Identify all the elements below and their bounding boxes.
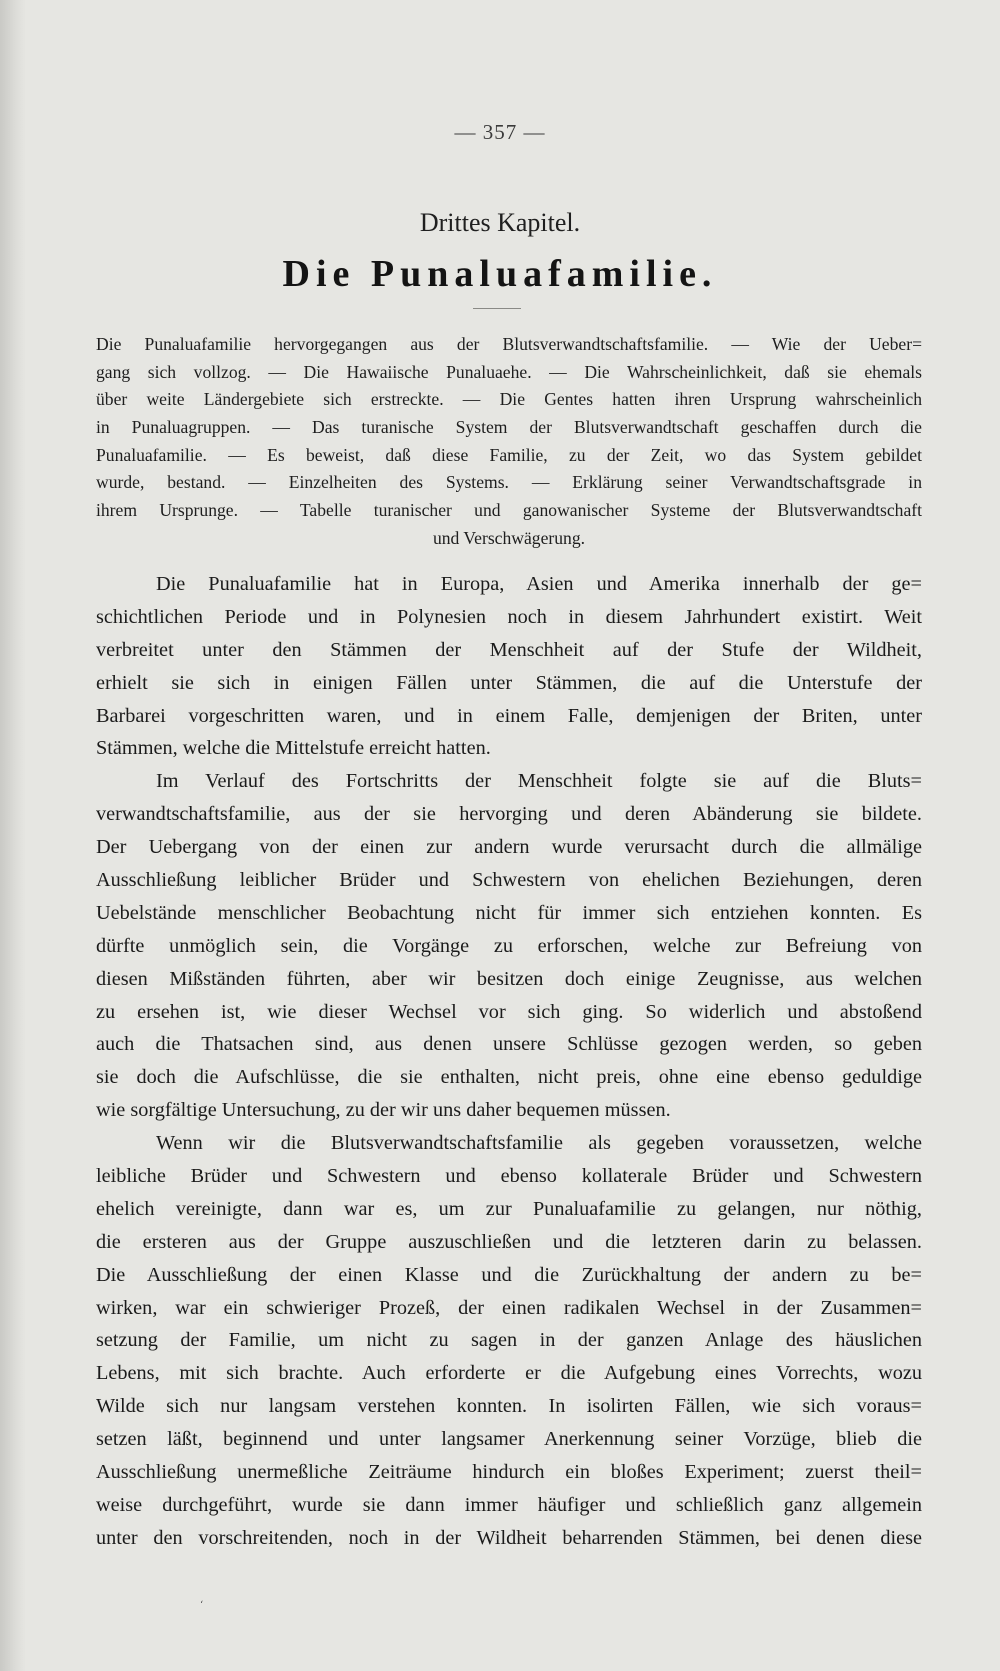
paragraph-2-line: dürfte unmöglich sein, die Vorgänge zu erforschen, welche zur Befreiung von <box>96 934 922 957</box>
summary-line: und Verschwägerung. <box>432 527 586 548</box>
summary-line: wurde, bestand. — Einzelheiten des Systems. — Erklärung seiner Verwandtschaftsgrade in <box>96 472 922 493</box>
paragraph-3-line: wirken, war ein schwieriger Prozeß, der einen radikalen Wechsel in der Zusammen= <box>96 1296 922 1319</box>
paragraph-3-line: die ersteren aus der Gruppe auszuschließen und die letzteren darin zu belassen. <box>96 1230 922 1253</box>
stray-print-mark: ‘ <box>200 1600 204 1611</box>
paragraph-3-line: Die Ausschließung der einen Klasse und die Zurückhaltung der andern zu be= <box>96 1263 922 1286</box>
summary-line: ihrem Ursprunge. — Tabelle turanischer und ganowanischer Systeme der Blutsverwandtschaft <box>96 500 922 521</box>
paragraph-3-line: Ausschließung unermeßliche Zeiträume hindurch ein bloßes Experiment; zuerst theil= <box>96 1461 922 1484</box>
page-number: — 357 — <box>454 120 546 144</box>
paragraph-2-line: sie doch die Aufschlüsse, die sie enthalten, nicht preis, ohne eine ebenso geduldige <box>96 1066 922 1089</box>
body-text <box>96 568 922 1555</box>
summary-line: Die Punaluafamilie hervorgegangen aus der Blutsverwandtschaftsfamilie. — Wie der Ueber= <box>96 334 922 354</box>
paragraph-2-line: zu ersehen ist, wie dieser Wechsel vor sich ging. So widerlich und abstoßend <box>96 1000 922 1023</box>
paragraph-2-line: wie sorgfältige Untersuchung, zu der wir uns daher bequemen müssen. <box>96 1099 671 1122</box>
title-divider <box>473 308 521 309</box>
paragraph-2-line: Der Uebergang von der einen zur andern wurde verursacht durch die allmälige <box>96 836 922 859</box>
chapter-summary <box>96 331 922 553</box>
summary-line: Punaluafamilie. — Es beweist, daß diese Familie, zu der Zeit, wo das System gebildet <box>96 444 922 465</box>
paragraph-3-line: unter den vorschreitenden, noch in der Wildheit beharrenden Stämmen, bei denen diese <box>96 1526 922 1549</box>
chapter-title: Die Punaluafamilie. <box>282 253 718 295</box>
paragraph-3-line: setzen läßt, beginnend und unter langsamer Anerkennung seiner Vorzüge, blieb die <box>96 1428 922 1451</box>
paragraph-2-line: Uebelstände menschlicher Beobachtung nicht für immer sich entziehen konnten. Es <box>96 901 922 924</box>
paragraph-3-line: weise durchgeführt, wurde sie dann immer häufiger und schließlich ganz allgemein <box>96 1493 922 1516</box>
chapter-label: Drittes Kapitel. <box>419 208 581 237</box>
paragraph-3-line: Lebens, mit sich brachte. Auch erforderte er die Aufgebung eines Vorrechts, wozu <box>96 1362 922 1385</box>
paragraph-2-line: auch die Thatsachen sind, aus denen unsere Schlüsse gezogen werden, so geben <box>96 1033 922 1056</box>
summary-line: gang sich vollzog. — Die Hawaiische Punaluaehe. — Die Wahrscheinlichkeit, daß sie ehemals <box>96 361 922 382</box>
paragraph-3-line: Wenn wir die Blutsverwandtschaftsfamilie als gegeben voraussetzen, welche <box>156 1132 922 1155</box>
paragraph-1-line: erhielt sie sich in einigen Fällen unter Stämmen, die auf die Unterstufe der <box>96 671 922 694</box>
page-gutter-shadow <box>0 0 26 1671</box>
paragraph-1-line: Die Punaluafamilie hat in Europa, Asien und Amerika innerhalb der ge= <box>156 573 922 595</box>
paragraph-3-line: setzung der Familie, um nicht zu sagen in der ganzen Anlage des häuslichen <box>96 1329 922 1352</box>
paragraph-1-line: verbreitet unter den Stämmen der Menschheit auf der Stufe der Wildheit, <box>96 638 922 661</box>
paragraph-2-line: Ausschließung leiblicher Brüder und Schwestern von ehelichen Beziehungen, deren <box>96 869 922 892</box>
summary-line: über weite Ländergebiete sich erstreckte. — Die Gentes hatten ihren Ursprung wahrscheinlich <box>96 389 922 410</box>
paragraph-2-line: verwandtschaftsfamilie, aus der sie hervorging und deren Abänderung sie bildete. <box>96 803 922 826</box>
paragraph-2-line: diesen Mißständen führten, aber wir besitzen doch einige Zeugnisse, aus welchen <box>96 967 922 990</box>
paragraph-3-line: Wilde sich nur langsam verstehen konnten. In isolirten Fällen, wie sich voraus= <box>96 1395 922 1418</box>
paragraph-3-line: leibliche Brüder und Schwestern und ebenso kollaterale Brüder und Schwestern <box>96 1165 922 1188</box>
paragraph-1-line: Barbarei vorgeschritten waren, und in einem Falle, demjenigen der Briten, unter <box>96 704 922 727</box>
paragraph-3-line: ehelich vereinigte, dann war es, um zur Punaluafamilie zu gelangen, nur nöthig, <box>96 1197 922 1220</box>
paragraph-1-line: schichtlichen Periode und in Polynesien noch in diesem Jahrhundert existirt. Weit <box>96 605 922 628</box>
summary-line: in Punaluagruppen. — Das turanische System der Blutsverwandtschaft geschaffen durch die <box>96 417 922 438</box>
paragraph-1-line: Stämmen, welche die Mittelstufe erreicht hatten. <box>96 737 491 760</box>
paragraph-2-line: Im Verlauf des Fortschritts der Menschheit folgte sie auf die Bluts= <box>156 770 922 793</box>
